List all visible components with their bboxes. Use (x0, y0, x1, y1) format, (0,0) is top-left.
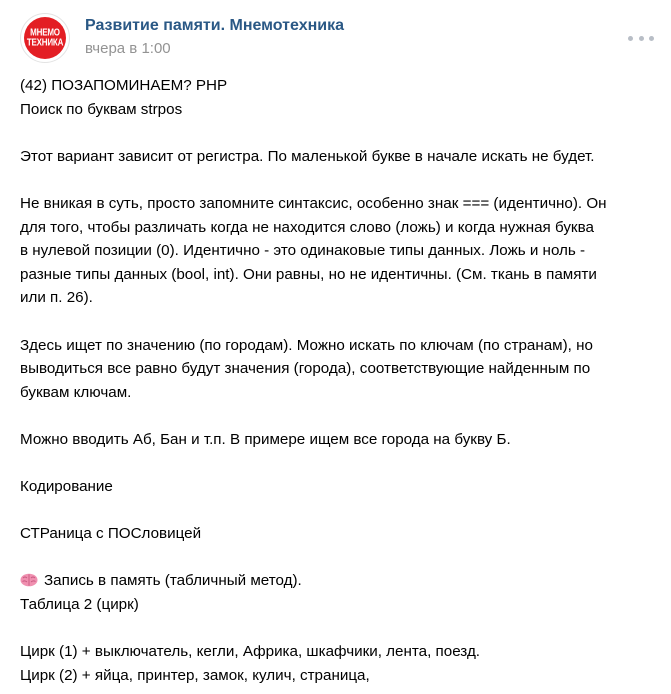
paragraph-line: в нулевой позиции (0). Идентично - это одинаковые типы данных. Ложь и ноль - (20, 242, 586, 260)
paragraph-line: Не вникая в суть, просто запомните синтаксис, особенно знак === (идентично). Он (20, 194, 607, 212)
brain-icon (20, 573, 38, 587)
group-avatar[interactable] (20, 13, 70, 63)
paragraph-line: СТРаница с ПОСловицей (20, 525, 202, 543)
paragraph-line: Можно вводить Аб, Бан и т.п. В примере ищем все города на букву Б. (20, 430, 511, 448)
group-name-link[interactable]: Развитие памяти. Мнемотехника (85, 17, 344, 34)
post-more-button[interactable] (628, 28, 654, 48)
table-line: Таблица 2 (цирк) (20, 596, 139, 614)
post-text (20, 74, 660, 687)
ellipsis-icon (639, 36, 644, 41)
paragraph-line: буквам ключам. (20, 383, 132, 401)
paragraph-line: Этот вариант зависит от регистра. По маленькой букве в начале искать не будет. (20, 147, 595, 165)
ellipsis-icon (628, 36, 633, 41)
post-title: (42) ПОЗАПОМИНАЕМ? PHP (20, 77, 228, 94)
circus-line: Цирк (1) + выключатель, кегли, Африка, шкафчики, лента, поезд. (20, 643, 481, 661)
memory-line (20, 569, 660, 593)
avatar-logo (24, 17, 66, 59)
paragraph-line: или п. 26). (20, 289, 93, 307)
paragraph-line: для того, чтобы различать когда не находится слово (ложь) и когда нужная буква (20, 218, 594, 236)
post-date-link[interactable]: вчера в 1:00 (85, 40, 171, 57)
avatar-logo-text-1: МНЕМО (30, 26, 60, 38)
post-subtitle: Поиск по буквам strpos (20, 100, 183, 118)
avatar-logo-text-2: ТЕХНИКА (26, 36, 64, 48)
paragraph-line: выводиться все равно будут значения (города), соответствующие найденным по (20, 360, 591, 378)
ellipsis-icon (649, 36, 654, 41)
paragraph-line: Кодирование (20, 478, 113, 496)
paragraph-line: Здесь ищет по значению (по городам). Можно искать по ключам (по странам), но (20, 336, 593, 354)
paragraph-line: разные типы данных (bool, int). Они равны, но не идентичны. (См. ткань в памяти (20, 265, 597, 283)
memory-line-text: Запись в память (табличный метод). (44, 572, 302, 590)
circus-line: Цирк (2) + яйца, принтер, замок, кулич, страница, (20, 666, 370, 684)
